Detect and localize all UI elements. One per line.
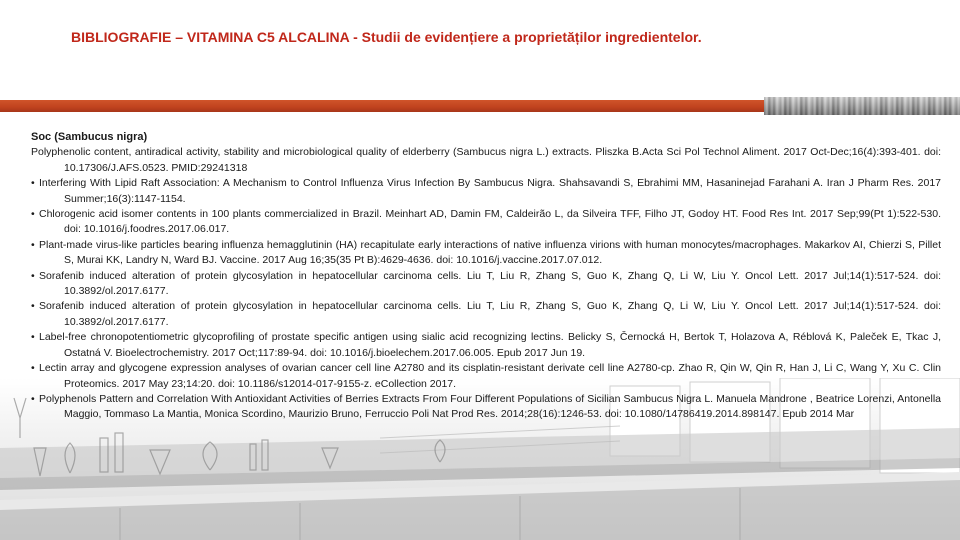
- reference-text: Chlorogenic acid isomer contents in 100 plants commercialized in Brazil. Meinhart AD, Damin FM, Caldeirão L, da Silveira TFF, Filho JT, Godoy HT. Food Res Int. 2017 Sep;99(Pt 1):522-530. doi: 10.1016/j.foodres.2017.06.017.: [39, 208, 941, 236]
- bullet-glyph: •: [31, 300, 35, 313]
- reference-item: [31, 269, 941, 300]
- reference-text: Polyphenols Pattern and Correlation With Antioxidant Activities of Berries Extracts From Four Different Populations of Sicilian Sambucus Nigra L. Manuela Mandrone , Beatrice Lorenzi, Antonella Maggio, Tommaso La Mantia, Monica Scordino, Maurizio Bruno, Ferruccio Poli Nat Prod Res. 2014;28(16):1246-53. doi: 10.1080/14786419.2014.898147. Epub 2014 Mar: [39, 392, 941, 421]
- banner-metal-texture: [764, 97, 960, 115]
- bullet-glyph: •: [31, 362, 35, 375]
- banner-red-bar: [0, 100, 764, 112]
- reference-item: [31, 145, 941, 176]
- bullet-glyph: •: [31, 331, 35, 344]
- bibliography-content: [31, 130, 941, 423]
- reference-item: [31, 176, 941, 207]
- reference-text: Plant-made virus-like particles bearing influenza hemagglutinin (HA) recapitulate early interactions of native influenza virions with human monocytes/macrophages. Makarkov AI, Chierzi S, Pillet S, Murai KK, Landry N, Ward BJ. Vaccine. 2017 Aug 16;35(35 Pt B):4629-4636. doi: 10.1016/j.vaccine.2017.07.012.: [39, 238, 941, 267]
- reference-text: Polyphenolic content, antiradical activity, stability and microbiological quality of elderberry (Sambucus nigra L.) extracts. Pliszka B.Acta Sci Pol Technol Aliment. 2017 Oct-Dec;16(4):393-401. doi: 10.17306/J.AFS.0523. PMID:29241318: [31, 146, 941, 174]
- slide-title: BIBLIOGRAFIE – VITAMINA C5 ALCALINA - Studii de evidențiere a proprietăților ingredientelor.: [71, 29, 702, 45]
- reference-item: [31, 238, 941, 269]
- reference-text: Sorafenib induced alteration of protein glycosylation in hepatocellular carcinoma cells. Liu T, Liu R, Zhang S, Guo K, Zhang Q, Li W, Liu Y. Oncol Lett. 2017 Jul;14(1):517-524. doi: 10.3892/ol.2017.6177.: [39, 269, 941, 298]
- reference-text: Interfering With Lipid Raft Association: A Mechanism to Control Influenza Virus Infection By Sambucus Nigra. Shahsavandi S, Ebrahimi MM, Hasaninejad Farahani A. Iran J Pharm Res. 2017 Summer;16(3):1147-1154.: [39, 177, 941, 205]
- reference-text: Lectin array and glycogene expression analyses of ovarian cancer cell line A2780 and its cisplatin-resistant derivate cell line A2780-cp. Zhao R, Qin W, Qin R, Han J, Li C, Wang Y, Xu C. Clin Proteomics. 2017 May 23;14:20. doi: 10.1186/s12014-017-9155-z. eCollection 2017.: [39, 362, 941, 390]
- reference-item: [31, 299, 941, 330]
- reference-item: [31, 392, 941, 423]
- bullet-glyph: •: [31, 177, 35, 190]
- decorative-banner: [0, 97, 960, 115]
- reference-list: [31, 145, 941, 422]
- reference-text: Label-free chronopotentiometric glycoprofiling of prostate specific antigen using sialic acid recognizing lectins. Belicky S, Černocká H, Bertok T, Holazova A, Réblová K, Paleček E, Tkac J, Ostatná V. Bioelectrochemistry. 2017 Oct;117:89-94. doi: 10.1016/j.bioelechem.2017.06.005. Epub 2017 Jun 19.: [39, 331, 941, 359]
- bullet-glyph: •: [31, 392, 35, 405]
- reference-item: [31, 361, 941, 392]
- reference-item: [31, 207, 941, 238]
- bullet-glyph: •: [31, 238, 35, 251]
- reference-text: Sorafenib induced alteration of protein glycosylation in hepatocellular carcinoma cells. Liu T, Liu R, Zhang S, Guo K, Zhang Q, Li W, Liu Y. Oncol Lett. 2017 Jul;14(1):517-524. doi: 10.3892/ol.2017.6177.: [39, 300, 941, 328]
- bullet-glyph: •: [31, 208, 35, 221]
- reference-item: [31, 330, 941, 361]
- section-title: Soc (Sambucus nigra): [31, 131, 148, 143]
- bullet-glyph: •: [31, 269, 35, 282]
